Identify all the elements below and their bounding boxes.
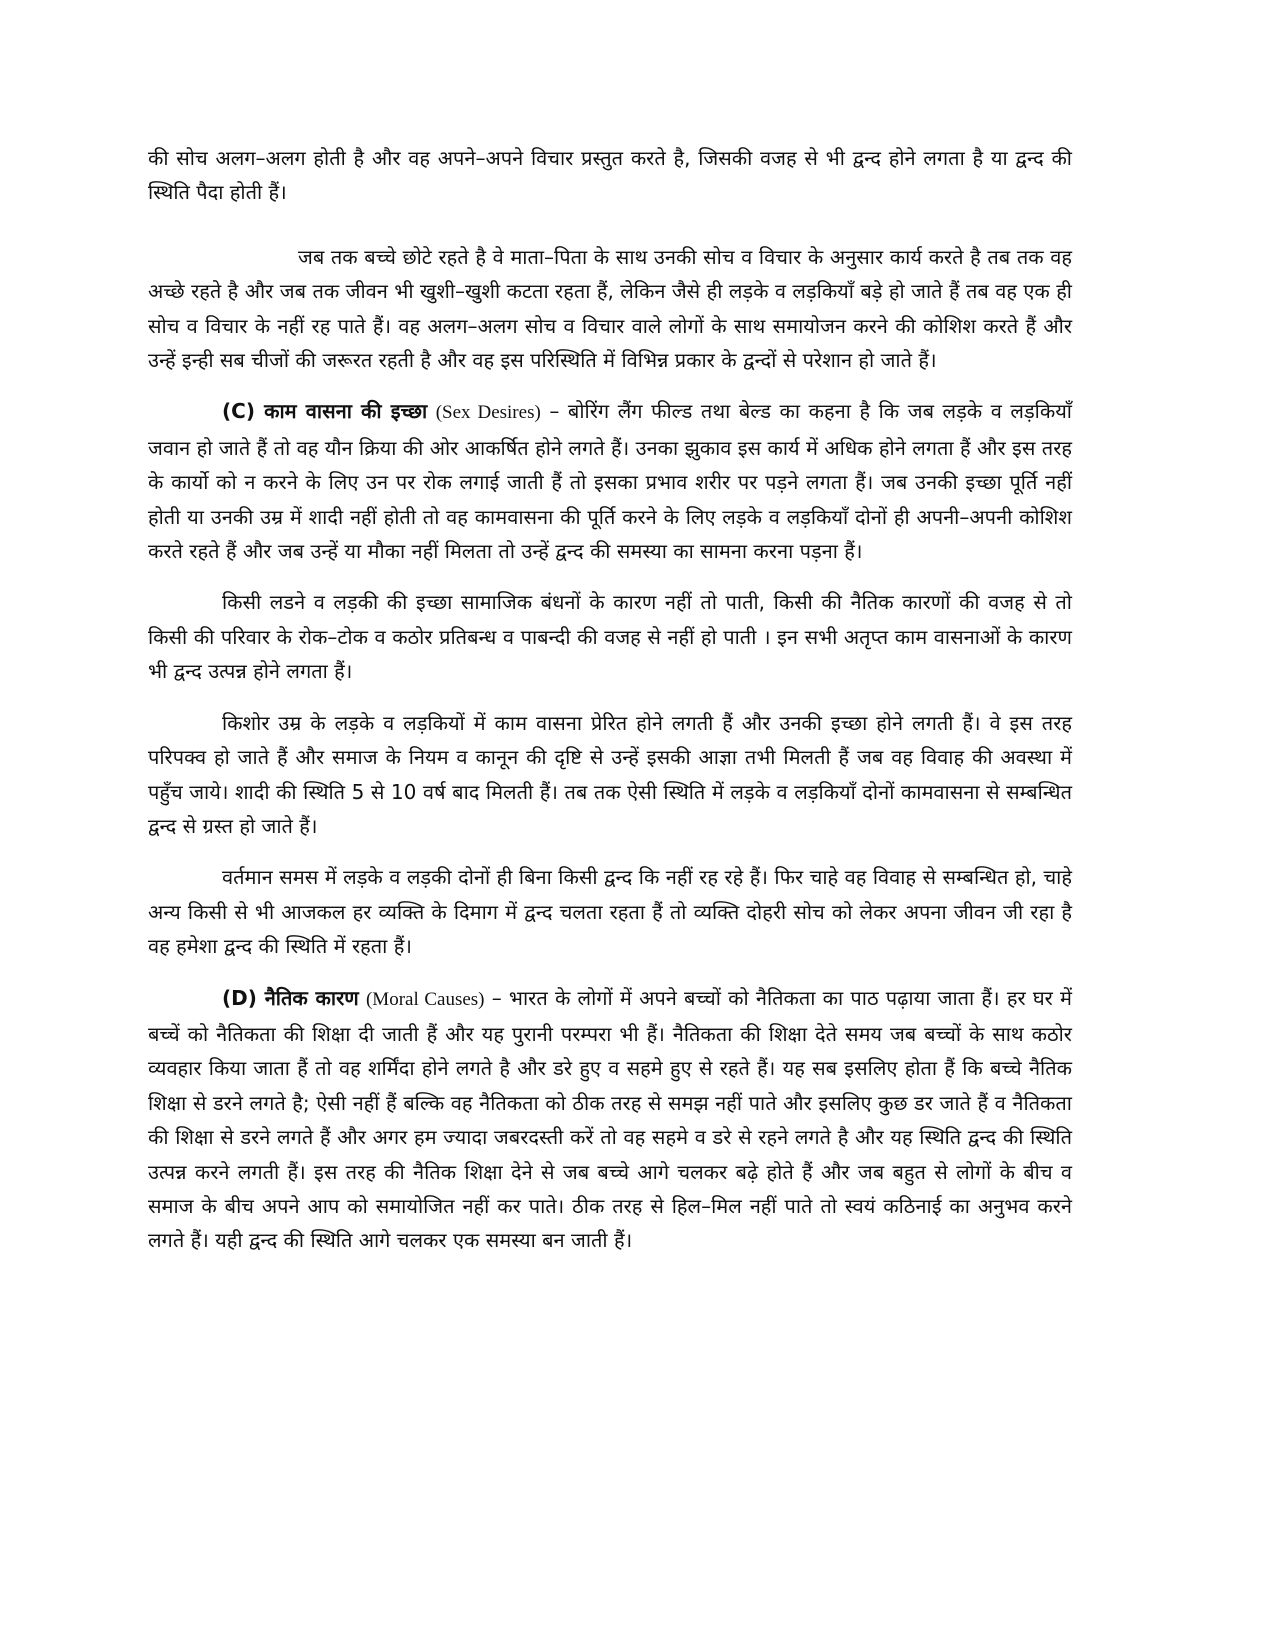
section-heading-c-english: (Sex Desires)	[435, 402, 541, 424]
section-c-body: – बोरिंग लैंग फील्ड तथा बेल्ड का कहना है कि जब लड़के व लड़कियाँ जवान हो जाते हैं तो वह यौन क्रिया की ओर आकर्षित होने लगते हैं। उनका झुकाव इस कार्य में अधिक होने लगता हैं और इस तरह के कार्यो को न करने के लिए उन पर रोक लगाई जाती हैं तो इसका प्रभाव शरीर पर पड़ने लगता हैं। जब उनकी इच्छा पूर्ति नहीं होती या उनकी उम्र में शादी नहीं होती तो वह कामवासना की पूर्ति करने के लिए लड़के व लड़कियाँ दोनों ही अपनी–अपनी कोशिश करते रहते हैं और जब उन्हें या मौका नहीं मिलता तो उन्हें द्वन्द की समस्या का सामना करना पड़ना हैं।	[148, 399, 1072, 564]
document-page	[148, 141, 1072, 1275]
paragraph-social-bonds: किसी लडने व लड़की की इच्छा सामाजिक बंधनों के कारण नहीं तो पाती, किसी की नैतिक कारणों की वजह से तो किसी की परिवार के रोक–टोक व कठोर प्रतिबन्ध व पाबन्दी की वजह से नहीं हो पाती । इन सभी अतृप्त काम वासनाओं के कारण भी द्वन्द उत्पन्न होने लगता हैं।	[148, 590, 1072, 684]
section-heading-d-english: (Moral Causes)	[365, 988, 485, 1010]
paragraph-section-c	[148, 394, 1072, 568]
paragraph-present-times: वर्तमान समस में लड़के व लड़की दोनों ही बिना किसी द्वन्द कि नहीं रह रहे हैं। फिर चाहे वह विवाह से सम्बन्धित हो, चाहे अन्य किसी से भी आजकल हर व्यक्ति के दिमाग में द्वन्द चलता रहता हैं तो व्यक्ति दोहरी सोच को लेकर अपना जीवन जी रहा है वह हमेशा द्वन्द की स्थिति में रहता हैं।	[148, 865, 1072, 959]
section-heading-d: (D) नैतिक कारण	[222, 985, 359, 1010]
paragraph-section-d	[148, 981, 1072, 1258]
paragraph-children-thinking: जब तक बच्चे छोटे रहते है वे माता–पिता के साथ उनकी सोच व विचार के अनुसार कार्य करते है तब तक वह अच्छे रहते है और जब तक जीवन भी खुशी–खुशी कटता रहता हैं, लेकिन जैसे ही लड़के व लड़कियाँ बड़े हो जाते हैं तब वह एक ही सोच व विचार के नहीं रह पाते हैं। वह अलग–अलग सोच व विचार वाले लोगों के साथ समायोजन करने की कोशिश करते हैं और उन्हें इन्ही सब चीजों की जरूरत रहती है और वह इस परिस्थिति में विभिन्न प्रकार के द्वन्दों से परेशान हो जाते हैं।	[148, 244, 1072, 373]
paragraph-adolescent-age: किशोर उम्र के लड़के व लड़कियों में काम वासना प्रेरित होने लगती हैं और उनकी इच्छा होने लगती हैं। वे इस तरह परिपक्व हो जाते हैं और समाज के नियम व कानून की दृष्टि से उन्हें इसकी आज्ञा तभी मिलती हैं जब वह विवाह की अवस्था में पहुँच जाये। शादी की स्थिति 5 से 10 वर्ष बाद मिलती हैं। तब तक ऐसी स्थिति में लड़के व लड़कियाँ दोनों कामवासना से सम्बन्धित द्वन्द से ग्रस्त हो जाते हैं।	[148, 710, 1072, 838]
paragraph-continuation: की सोच अलग–अलग होती है और वह अपने–अपने विचार प्रस्तुत करते है, जिसकी वजह से भी द्वन्द होने लगता है या द्वन्द की स्थिति पैदा होती हैं।	[148, 146, 1072, 205]
section-heading-c: (C) काम वासना की इच्छा	[222, 399, 428, 424]
section-d-body: – भारत के लोगों में अपने बच्चों को नैतिकता का पाठ पढ़ाया जाता हैं। हर घर में बच्चें को नैतिकता की शिक्षा दी जाती हैं और यह पुरानी परम्परा भी हैं। नैतिकता की शिक्षा देते समय जब बच्चों के साथ कठोर व्यवहार किया जाता हैं तो वह शर्मिंदा होने लगते है और डरे हुए व सहमे हुए से रहते हैं। यह सब इसलिए होता हैं कि बच्चे नैतिक शिक्षा से डरने लगते है; ऐसी नहीं हैं बल्कि वह नैतिकता को ठीक तरह से समझ नहीं पाते और इसलिए कुछ डर जाते हैं व नैतिकता की शिक्षा से डरने लगते हैं और अगर हम ज्यादा जबरदस्ती करें तो वह सहमे व डरे से रहने लगते है और यह स्थिति द्वन्द की स्थिति उत्पन्न करने लगती हैं। इस तरह की नैतिक शिक्षा देने से जब बच्चे आगे चलकर बढ़े होते हैं और जब बहुत से लोगों के बीच व समाज के बीच अपने आप को समायोजित नहीं कर पाते। ठीक तरह से हिल–मिल नहीं पाते तो स्वयं कठिनाई का अनुभव करने लगते हैं। यही द्वन्द की स्थिति आगे चलकर एक समस्या बन जाती हैं।	[148, 985, 1073, 1253]
